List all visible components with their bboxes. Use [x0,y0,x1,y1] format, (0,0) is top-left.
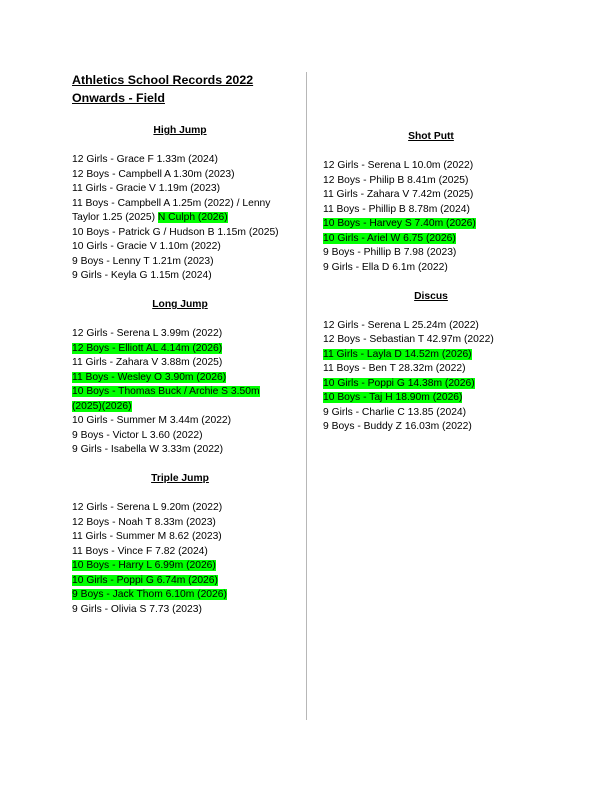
highlighted-record-text: 10 Boys - Harry L 6.99m (2026) [72,560,216,571]
record-item [72,603,288,618]
record-text: 11 Boys - Campbell A 1.25m (2022) / Lenny Taylor 1.25 (2025) [72,197,271,223]
right-column [323,130,539,449]
record-item [72,545,288,560]
record-text: 9 Boys - Buddy Z 16.03m (2022) [323,421,472,432]
highlighted-record-text: 10 Boys - Harvey S 7.40m (2026) [323,218,476,229]
highlighted-record-text: 10 Girls - Poppi G 14.38m (2026) [323,377,475,389]
record-item [72,443,288,458]
record-text: 10 Girls - Gracie V 1.10m (2022) [72,241,221,252]
highlighted-record-text: 10 Boys - Taj H 18.90m (2026) [323,392,463,403]
record-text: 11 Girls - Gracie V 1.19m (2023) [72,183,221,194]
record-item [72,530,288,545]
highlighted-record-text: 9 Boys - Jack Thom 6.10m (2026) [72,589,227,600]
record-item [72,516,288,531]
record-item [72,385,288,414]
record-item [72,269,288,284]
record-text: 11 Boys - Phillip B 8.78m (2024) [323,203,470,215]
record-text: 12 Boys - Noah T 8.33m (2023) [72,516,216,528]
record-text: 12 Girls - Serena L 3.99m (2022) [72,328,223,339]
record-item [72,255,288,270]
record-item [72,588,288,603]
left-column [72,124,288,632]
record-item [72,226,288,241]
record-text: 9 Girls - Olivia S 7.73 (2023) [72,603,202,615]
record-text: 11 Girls - Summer M 8.62 (2023) [72,531,222,542]
record-text: 9 Boys - Victor L 3.60 (2022) [72,429,203,441]
record-item [323,362,539,377]
record-item [72,356,288,371]
record-item [323,174,539,189]
record-text: 9 Girls - Isabella W 3.33m (2022) [72,444,224,455]
record-item [72,429,288,444]
record-item [72,240,288,255]
highlighted-record-text: 11 Boys - Wesley O 3.90m (2026) [72,371,227,383]
section-heading-triple-jump: Triple Jump [151,473,209,484]
record-text: 12 Boys - Sebastian T 42.97m (2022) [323,334,494,345]
record-item [323,217,539,232]
record-item [323,203,539,218]
record-item [323,391,539,406]
record-item [323,406,539,421]
record-list-triple-jump [72,501,288,617]
record-item [323,319,539,334]
record-text: 12 Girls - Serena L 10.0m (2022) [323,160,474,171]
record-text: 9 Girls - Ella D 6.1m (2022) [323,261,448,273]
record-text: 11 Girls - Zahara V 7.42m (2025) [323,189,474,200]
record-item [323,246,539,261]
record-text: 12 Boys - Philip B 8.41m (2025) [323,174,469,186]
record-item [72,342,288,357]
record-text: 9 Girls - Charlie C 13.85 (2024) [323,406,467,418]
record-item [323,188,539,203]
record-list-high-jump [72,153,288,284]
highlighted-record-text: 10 Girls - Poppi G 6.74m (2026) [72,574,218,586]
highlighted-record-text: 12 Boys - Elliott AL 4.14m (2026) [72,342,223,354]
record-text: 11 Boys - Vince F 7.82 (2024) [72,545,208,557]
record-text: 12 Girls - Serena L 9.20m (2022) [72,502,223,513]
record-text: 12 Girls - Serena L 25.24m (2022) [323,319,479,331]
record-item [323,261,539,276]
record-item [72,182,288,197]
record-item [72,327,288,342]
record-item [323,333,539,348]
record-text: 11 Boys - Ben T 28.32m (2022) [323,363,466,374]
record-item [72,559,288,574]
column-divider [306,72,307,720]
record-text: 11 Girls - Zahara V 3.88m (2025) [72,357,223,368]
record-text: 10 Boys - Patrick G / Hudson B 1.15m (2025) [72,226,279,238]
record-item [72,371,288,386]
record-item [323,420,539,435]
record-list-long-jump [72,327,288,458]
record-item [72,501,288,516]
record-item [72,414,288,429]
record-list-shot-putt [323,159,539,275]
record-text: 10 Girls - Summer M 3.44m (2022) [72,415,232,426]
record-list-discus [323,319,539,435]
highlighted-record-text: 10 Girls - Ariel W 6.75 (2026) [323,232,456,244]
record-text: 12 Boys - Campbell A 1.30m (2023) [72,168,235,180]
record-item [72,168,288,183]
section-heading-shot-putt: Shot Putt [408,131,454,142]
highlighted-record-text: 11 Girls - Layla D 14.52m (2026) [323,348,472,360]
record-text: 9 Boys - Lenny T 1.21m (2023) [72,255,214,267]
section-heading-high-jump: High Jump [153,125,207,136]
record-item [323,377,539,392]
highlighted-record-text: N Culph (2026) [157,212,228,223]
record-text: 9 Boys - Phillip B 7.98 (2023) [323,247,457,258]
record-item [323,232,539,247]
section-heading-discus: Discus [414,290,448,302]
record-item [323,348,539,363]
page-title: Athletics School Records 2022 Onwards - Field [72,73,254,105]
record-item [72,197,288,226]
section-heading-long-jump: Long Jump [152,299,208,310]
record-item [72,574,288,589]
highlighted-record-text: 10 Boys - Thomas Buck / Archie S 3.50m (2025)(2026) [72,386,260,412]
record-item [72,153,288,168]
record-item [323,159,539,174]
record-text: 12 Girls - Grace F 1.33m (2024) [72,154,218,165]
record-text: 9 Girls - Keyla G 1.15m (2024) [72,270,212,281]
